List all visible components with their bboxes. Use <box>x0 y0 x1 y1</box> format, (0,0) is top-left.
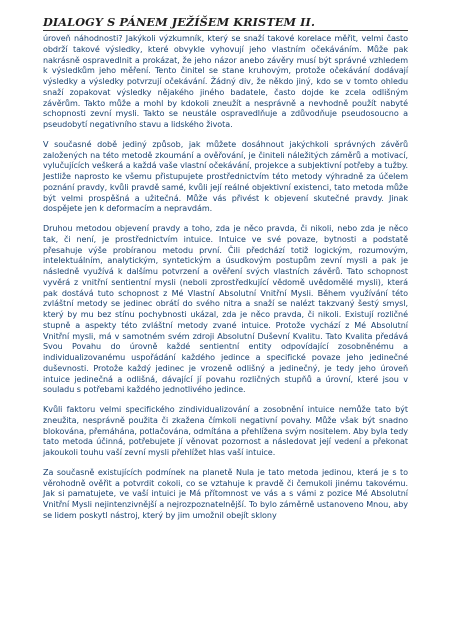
paragraph-1: úroveň náhodnosti? Jakýkoli výzkumník, který se snaží takové korelace měřit, velmi často obdrží takové výsledky, které obvykle vyhovují jeho vlastním očekáváním. Může pak nakrásně ospravedlnit a prokázat, že jeho názor anebo závěry musí být správné vzhledem k výsledkům jeho měření. Tento činitel se stane kruhovým, protože očekávání dodávají výsledky a výsledky potvrzují očekávání. Žádný div, že někdo jiný, kdo se v tomto ohledu snaží zopakovat výsledky nějakého jiného badatele, často dojde ke zcela odlišným závěrům. Takto může a mohl by kdokoli zneužít a nesprávně a nevhodně použít nabyté schopnosti zevní mysli. Takto se neustále ospravedlňuje a zdůvodňuje pseudosoucno a pseudobytí negativního stavu a lidského života. <box>43 34 408 129</box>
paragraph-3: Druhou metodou objevení pravdy a toho, zda je něco pravda, či nikoli, nebo zda je něco tak, či není, je prostřednictvím intuice. Intuice ve své povaze, bytnosti a podstatě přesahuje výše probíranou metodu první. Čili předchází totiž logickým, rozumovým, intelektuálním, analytickým, syntetickým a úsudkovým postupům zevní mysli a pak je následně využívá k dalšímu potvrzení a ověření svých vlastních závěrů. Tato schopnost vyvěrá z vnitřní sentientní mysli (neboli zprostředkující vědomě uvědomělé mysli), která pak dostává tuto schopnost z Mé Vlastní Absolutní Vnitřní Mysli. Během využívání této zvláštní metody se jedinec obrátí do svého nitra a snaží se nalézt takzvaný šestý smysl, který by mu bez stínu pochybnosti ukázal, zda je něco pravda, či nikoli. Existují rozličné stupně a aspekty této zvláštní metody zvané intuice. Protože vychází z Mé Absolutní Vnitřní mysli, má v samotném svém zdroji Absolutní Duševní Kvalitu. Tato Kvalita předává Svou Povahu do úrovně každé sentientní entity odpovídající zosobněnému a individualizovanému uspořádání každého jedince a specifické povaze jeho jedinečné duševnosti. Protože každý jedinec je vrozeně odlišný a jedinečný, je tedy jeho úroveň intuice jedinečná a odlišná, dávající jí povahu rozličných stupňů a úrovní, které jsou v souladu s potřebami každého jednotlivého jedince. <box>43 224 408 395</box>
paragraph-2: V současné době jediný způsob, jak můžete dosáhnout jakýchkoli správných závěrů založených na této metodě zkoumání a ověřování, je činiteli náležitých záměrů a motivací, vylučujících veškerá a každá vaše vlastní očekávání, projekce a subjektivní potřeby a tužby. Jestliže naprosto ke všemu přistupujete prostřednictvím této metody výhradně za účelem poznání pravdy, kvůli pravdě samé, kvůli její reálné objektivní existenci, tato metoda může být velmi prospěšná a užitečná. Může vás přivést k objevení skutečné pravdy. Jinak dospějete jen k deformacím a nepravdám. <box>43 139 408 214</box>
header-rule <box>43 30 408 31</box>
paragraph-5: Za současně existujících podmínek na planetě Nula je tato metoda jedinou, která je s to věrohodně ověřit a potvrdit cokoli, co se vztahuje k pravdě či čemukoli jinému takovému. Jak si pamatujete, ve vaší intuici je Má přítomnost ve vás a s vámi z pozice Mé Absolutní Vnitřní Mysli nejintenzivnější a nejrozpoznatelnější. To bylo záměrně ustanoveno Mnou, aby se lidem poskytl nástroj, který by jim umožnil obejít sklony <box>43 467 408 520</box>
running-header: DIALOGY S PÁNEM JEŽÍŠEM KRISTEM II. <box>43 15 315 29</box>
paragraph-4: Kvůli faktoru velmi specifického zindividualizování a zosobnění intuice nemůže tato být zneužita, nesprávně použita či zkažena čímkoli negativní povahy. Může však být snadno blokována, přemáhána, potlačována, odmítána a přehlížena svým nositelem. Aby byla tedy tato metoda účinná, potřebujete jí věnovat pozornost a následovat její vedení a překonat jakoukoli touhu vaší zevní mysli přehlížet hlas vaší intuice. <box>43 405 408 457</box>
